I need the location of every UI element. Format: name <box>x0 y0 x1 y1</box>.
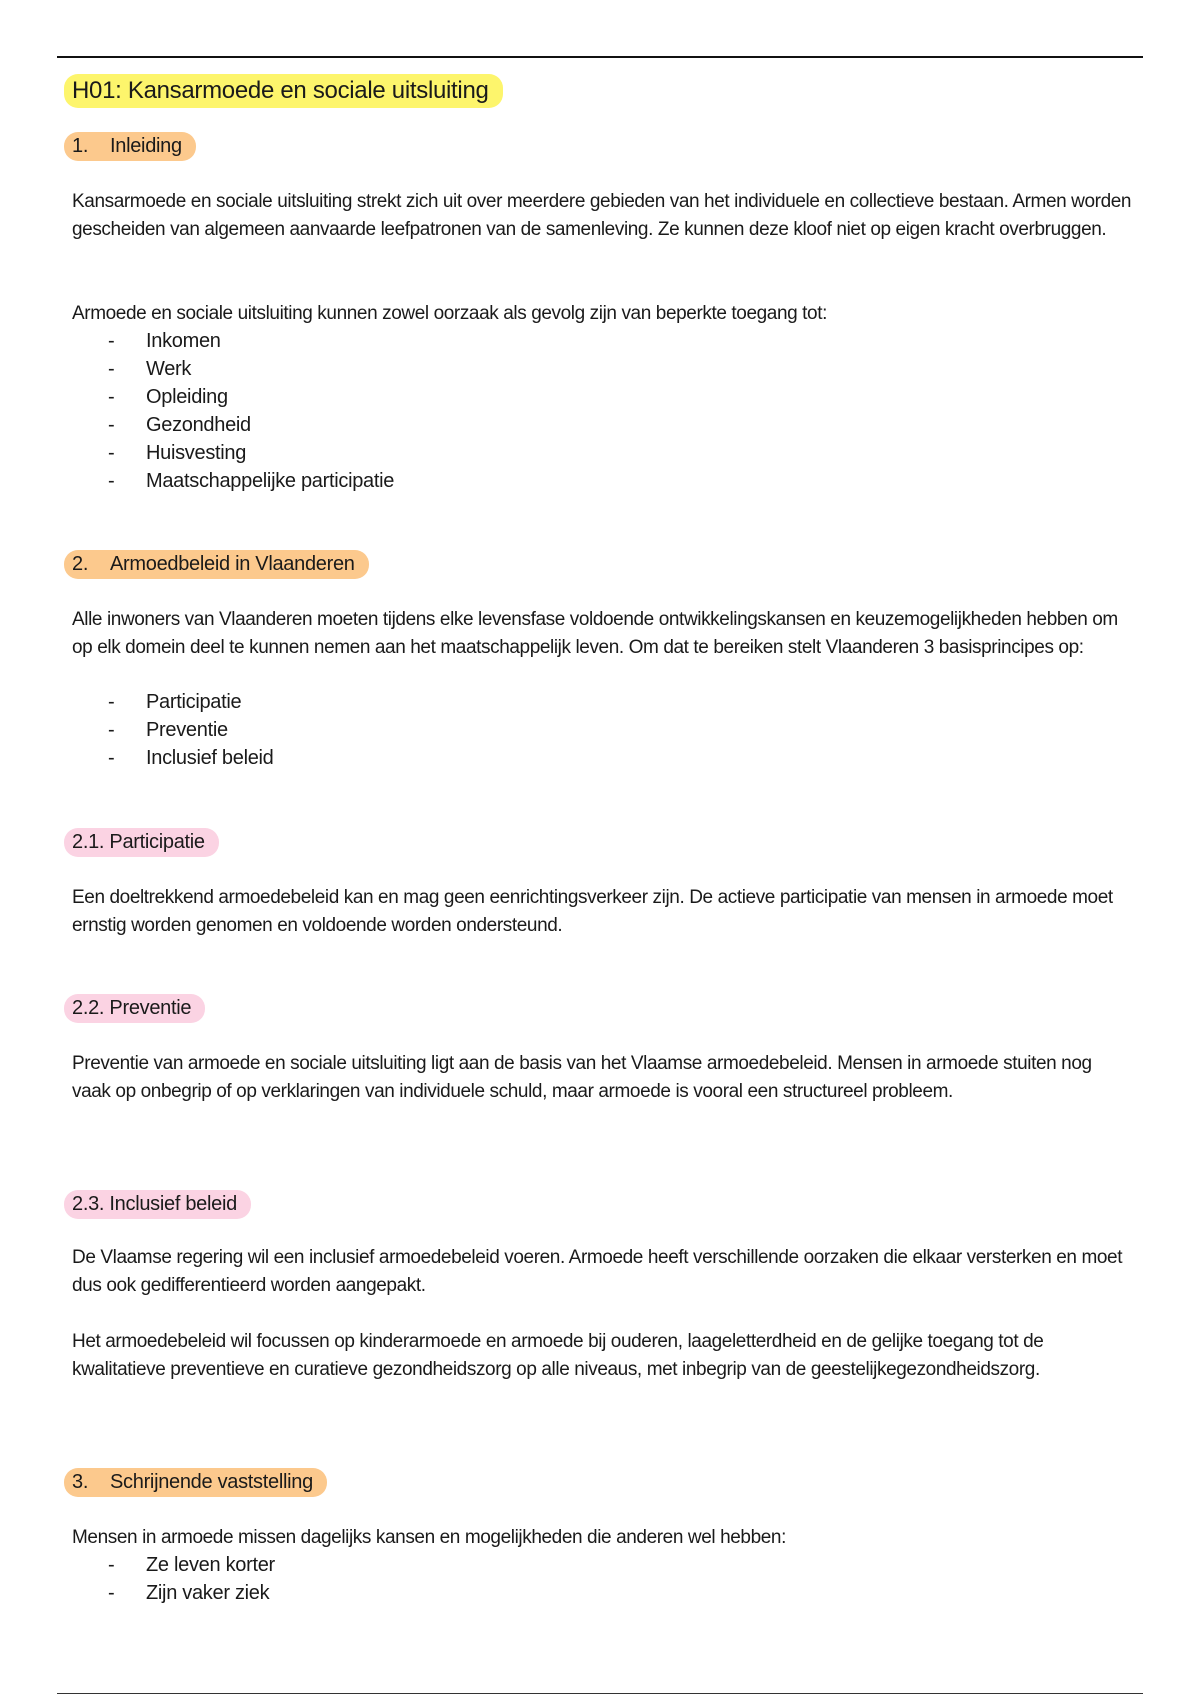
bullet-list <box>72 688 274 772</box>
list-item: - Participatie <box>72 688 274 716</box>
bullet-list <box>72 327 394 495</box>
list-item: - Zijn vaker ziek <box>72 1579 275 1607</box>
bottom-rule <box>57 1693 1143 1694</box>
section-heading-2 <box>64 550 369 579</box>
section-heading-3 <box>64 1468 327 1497</box>
list-item: - Opleiding <box>72 383 394 411</box>
top-rule <box>57 56 1143 58</box>
section-number: 1. <box>72 135 89 157</box>
list-item: - Werk <box>72 355 394 383</box>
page-title: H01: Kansarmoede en sociale uitsluiting <box>64 74 503 108</box>
paragraph: Preventie van armoede en sociale uitsluiting ligt aan de basis van het Vlaamse armoedebeleid. Mensen in armoede stuiten nog vaak op onbegrip of op verklaringen van individuele schuld, maar armoede is vooral een structureel probleem. <box>72 1053 1092 1102</box>
paragraph: Het armoedebeleid wil focussen op kinderarmoede en armoede bij ouderen, laageletterdheid en de gelijke toegang tot de kwalitatieve preventieve en curatieve gezondheidszorg op alle niveaus, met inbegrip van de geestelijkegezondheidszorg. <box>72 1331 1044 1380</box>
list-item: - Inclusief beleid <box>72 744 274 772</box>
paragraph: Een doeltrekkend armoedebeleid kan en mag geen eenrichtingsverkeer zijn. De actieve participatie van mensen in armoede moet ernstig worden genomen en voldoende worden ondersteund. <box>72 887 1113 936</box>
section-title: Armoedbeleid in Vlaanderen <box>110 553 355 575</box>
paragraph: Kansarmoede en sociale uitsluiting strekt zich uit over meerdere gebieden van het individuele en collectieve bestaan. Armen worden gescheiden van algemeen aanvaarde leefpatronen van de samenleving. Ze kunnen deze kloof niet op eigen kracht overbruggen. <box>72 191 1132 240</box>
paragraph: Armoede en sociale uitsluiting kunnen zowel oorzaak als gevolg zijn van beperkte toegang tot: <box>72 303 827 324</box>
paragraph: Mensen in armoede missen dagelijks kansen en mogelijkheden die anderen wel hebben: <box>72 1527 786 1548</box>
list-item: - Maatschappelijke participatie <box>72 467 394 495</box>
section-heading-1 <box>64 132 196 161</box>
paragraph: De Vlaamse regering wil een inclusief armoedebeleid voeren. Armoede heeft verschillende oorzaken die elkaar versterken en moet dus ook gedifferentieerd worden aangepakt. <box>72 1247 1123 1296</box>
subsection-heading-2-1: 2.1. Participatie <box>64 828 219 857</box>
list-item: - Preventie <box>72 716 274 744</box>
section-number: 2. <box>72 553 89 575</box>
paragraph: Alle inwoners van Vlaanderen moeten tijdens elke levensfase voldoende ontwikkelingskansen en keuzemogelijkheden hebben om op elk domein deel te kunnen nemen aan het maatschappelijk leven. Om dat te bereiken stelt Vlaanderen 3 basisprincipes op: <box>72 609 1118 658</box>
list-item: - Gezondheid <box>72 411 394 439</box>
section-number: 3. <box>72 1471 89 1493</box>
list-item: - Inkomen <box>72 327 394 355</box>
section-title: Inleiding <box>110 135 182 157</box>
list-item: - Ze leven korter <box>72 1551 275 1579</box>
section-title: Schrijnende vaststelling <box>110 1471 313 1493</box>
bullet-list <box>72 1551 275 1607</box>
subsection-heading-2-2: 2.2. Preventie <box>64 994 205 1023</box>
subsection-heading-2-3: 2.3. Inclusief beleid <box>64 1190 251 1219</box>
list-item: - Huisvesting <box>72 439 394 467</box>
